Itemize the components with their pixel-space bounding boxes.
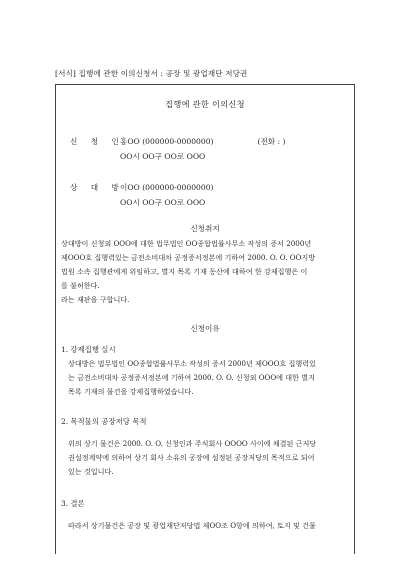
document-title: 집행에 관한 이의신청	[165, 99, 245, 109]
purpose-body	[61, 237, 348, 307]
applicant-phone: (전화 : )	[257, 137, 286, 146]
reason-item-body	[68, 357, 346, 399]
reason-item-title: 2. 목적물의 공장저당 목적	[61, 417, 147, 426]
purpose-conclusion: 라는 재판을 구합니다.	[61, 295, 130, 304]
respondent-address: OO시 OO구 OO로 OOO	[120, 198, 206, 207]
purpose-line: 법원 소속 집행관에게 위임하고, 별지 목록 기재 동산에 대하여 한 강제집행은 이	[61, 267, 308, 276]
reason-line: 목록 기재의 물건을 강제집행하였습니다.	[68, 387, 194, 396]
applicant-address: OO시 OO구 OO로 OOO	[120, 152, 206, 161]
reason-item-title: 1. 강제집행 실시	[61, 345, 116, 354]
respondent-name: 이OO (000000-0000000)	[120, 183, 214, 192]
purpose-line: 상대방이 신청외 OOO에 대한 법무법인 OO종합법률사무소 작성의 증서 2000년	[61, 239, 312, 248]
respondent-label: 상 대 방	[70, 183, 125, 192]
page-header: [서식] 집행에 관한 이의신청서 : 공장 및 광업재단 저당권	[55, 69, 248, 78]
applicant-name-id: 홍OO (000000-0000000)	[120, 137, 214, 146]
applicant-name	[120, 135, 285, 150]
reason-line: 는 금전소비대차 공정증서정본에 기하여 2000. O. O. 신청외 OOO에 대한 별지	[68, 373, 315, 382]
reason-item-title: 3. 결론	[61, 499, 85, 508]
reason-line: 따라서 상기물건은 공장 및 광업재단저당법 제OO조 O항에 의하여, 토지 및 건물	[68, 521, 316, 530]
reason-line: 상대방은 법무법인 OO종합법률사무소 작성의 증서 2000년 제OOO호 집행력있	[68, 359, 316, 368]
reason-line: 위의 상기 물건은 2000. O. O. 신청인과 주식회사 OOOO 사이에 체결된 근저당	[68, 439, 317, 448]
applicant-label: 신 청 인	[70, 137, 125, 146]
purpose-line: 제OOO호 집행력있는 금전소비대차 공정증서정본에 기하여 2000. O. O. OO지방	[61, 253, 316, 262]
reason-line: 있는 것입니다.	[68, 467, 114, 476]
purpose-heading: 신청취지	[190, 224, 220, 233]
purpose-line: 를 불허한다.	[61, 281, 100, 290]
reason-item-body	[68, 437, 346, 479]
reason-line: 권설정계약에 의하여 상기 회사 소유의 공장에 설정된 공장저당의 목적으로 되어	[68, 453, 315, 462]
reasons-heading: 신청이유	[190, 324, 220, 333]
reason-item-body	[68, 519, 346, 533]
form-frame	[55, 84, 355, 554]
